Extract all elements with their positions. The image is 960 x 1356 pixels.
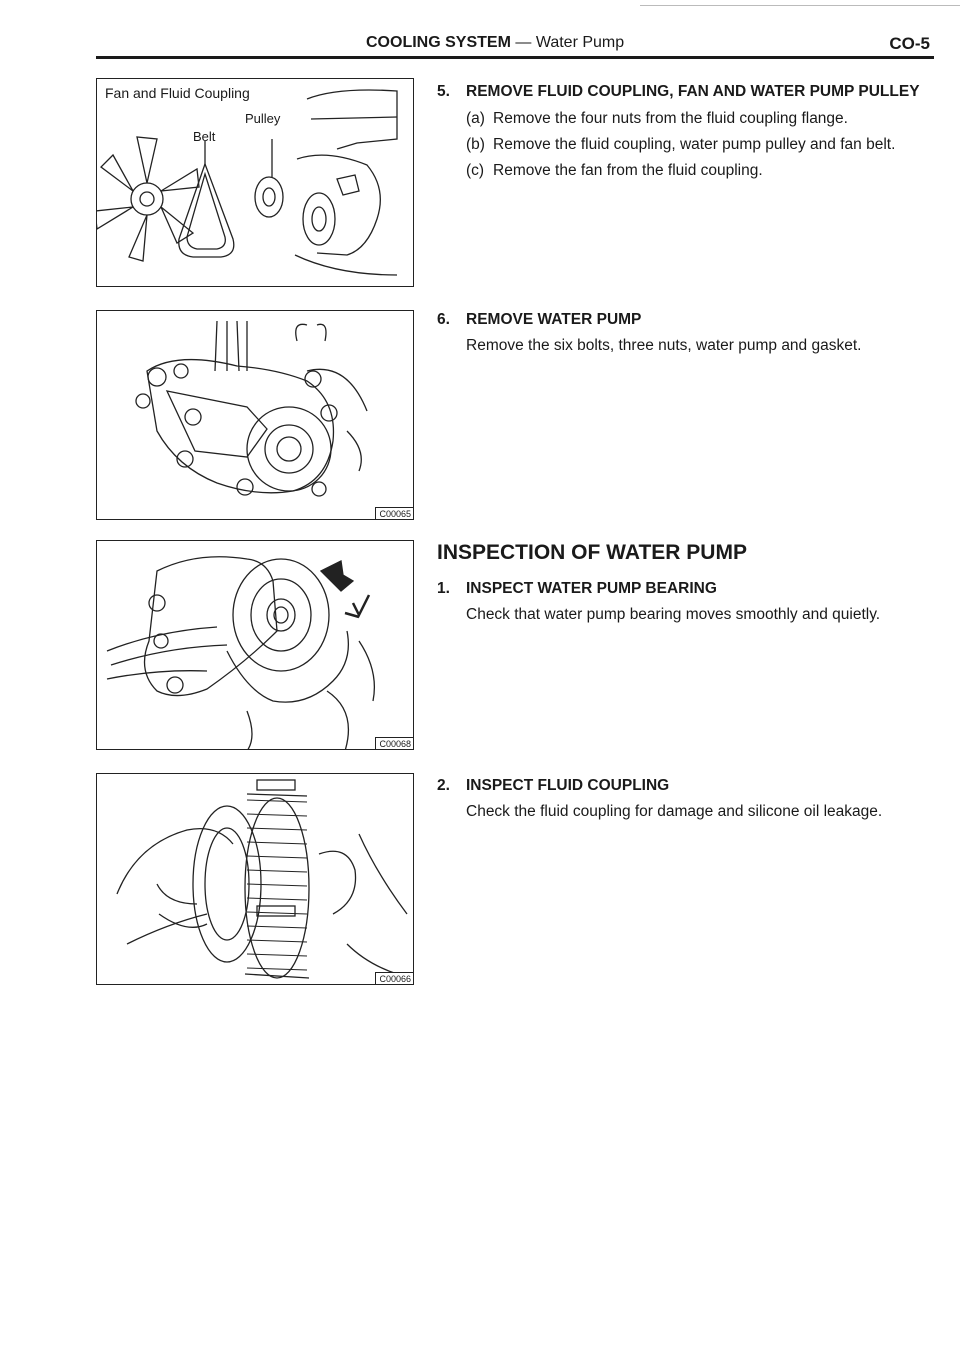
figure-code: C00068 [375, 737, 414, 750]
step-number: 6. [437, 311, 450, 328]
step-5 [437, 82, 927, 180]
header-title [366, 34, 624, 52]
step-title: REMOVE FLUID COUPLING, FAN AND WATER PUMP PULLEY [466, 83, 920, 100]
step-title: INSPECT WATER PUMP BEARING [466, 580, 717, 597]
substep-text: Remove the fluid coupling, water pump pulley and fan belt. [493, 136, 896, 153]
step-body: Remove the six bolts, three nuts, water pump and gasket. [466, 337, 862, 354]
figure-fan-fluid-coupling [96, 78, 414, 287]
step-title: REMOVE WATER PUMP [466, 311, 642, 328]
step-number: 2. [437, 777, 450, 794]
page-header [96, 30, 934, 59]
figure-bearing-check [96, 540, 414, 750]
substep-text: Remove the fan from the fluid coupling. [493, 162, 763, 179]
substep-text: Remove the four nuts from the fluid coupling flange. [493, 110, 848, 127]
substep-c [466, 161, 927, 180]
belt-label: Belt [193, 129, 216, 144]
top-rule [640, 5, 960, 6]
pulley-label: Pulley [245, 111, 281, 126]
step-body: Check that water pump bearing moves smoothly and quietly. [466, 606, 881, 623]
bearing-check-illustration [97, 541, 414, 750]
page-number: CO-5 [889, 34, 930, 53]
inspection-step-2 [437, 776, 927, 821]
step-6 [437, 310, 927, 355]
figure-water-pump-removal [96, 310, 414, 520]
substep-letter: (a) [466, 110, 485, 127]
figure-caption: Fan and Fluid Coupling [105, 85, 250, 101]
substep-a [466, 109, 927, 128]
substep-letter: (c) [466, 162, 485, 179]
header-subsection: Water Pump [535, 34, 625, 51]
inspection-step-1 [437, 579, 927, 624]
section-heading: INSPECTION OF WATER PUMP [437, 541, 747, 564]
substep-letter: (b) [466, 136, 485, 153]
substep-b [466, 135, 927, 154]
header-dash: — [515, 34, 532, 51]
step-title: INSPECT FLUID COUPLING [466, 777, 670, 794]
header-section: COOLING SYSTEM [366, 34, 511, 51]
step-body: Check the fluid coupling for damage and silicone oil leakage. [466, 803, 883, 820]
figure-fluid-coupling-inspection [96, 773, 414, 985]
figure-code: C00066 [375, 972, 414, 985]
fluid-coupling-illustration [97, 774, 414, 985]
step-number: 5. [437, 83, 450, 100]
step-number: 1. [437, 580, 450, 597]
figure-code: C00065 [375, 507, 414, 520]
fan-drawing [97, 137, 199, 261]
water-pump-removal-illustration [97, 311, 414, 520]
